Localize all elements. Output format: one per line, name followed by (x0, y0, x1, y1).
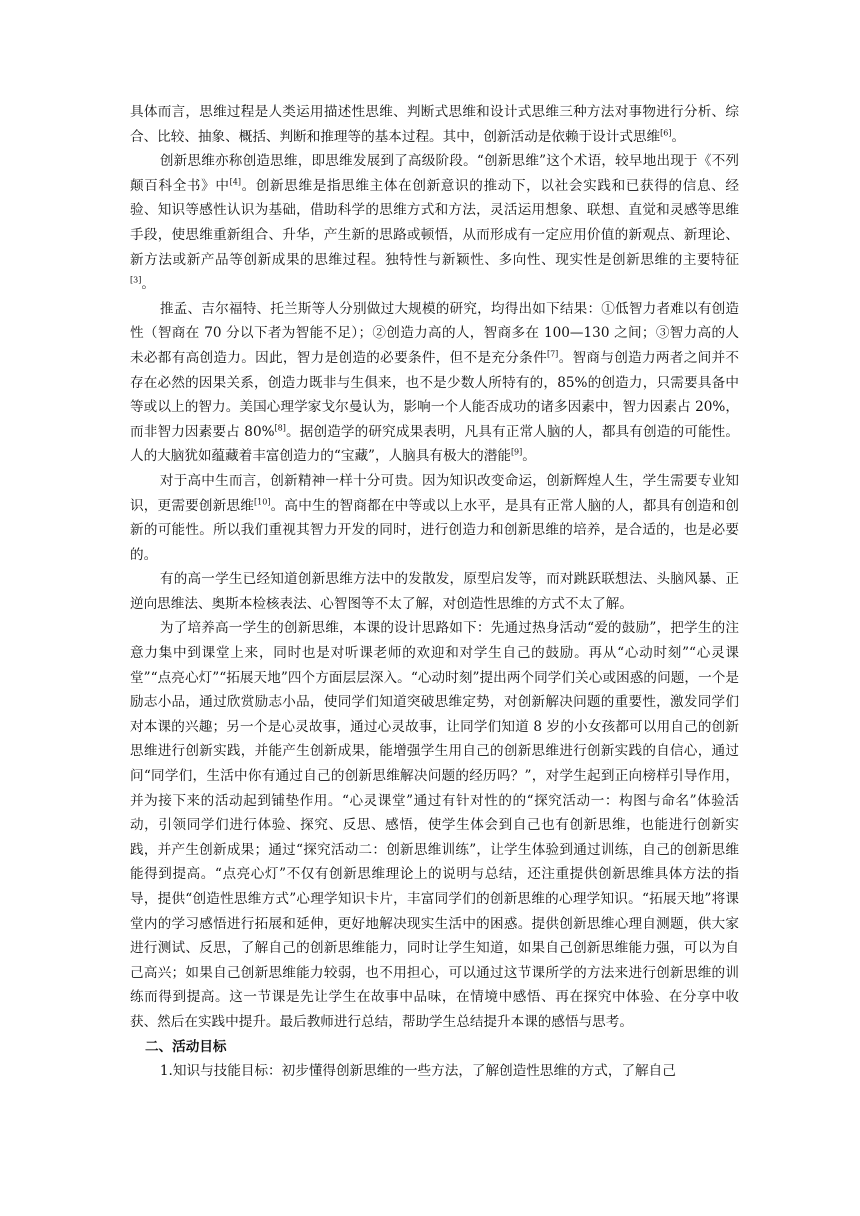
paragraph (130, 100, 739, 149)
document-body (130, 100, 739, 1084)
paragraph (130, 567, 739, 616)
goal-line: 1.知识与技能目标：初步懂得创新思维的一些方法，了解创造性思维的方式，了解自己 (159, 1063, 676, 1080)
paragraph-text: 推孟、吉尔福特、托兰斯等人分别做过大规模的研究，均得出如下结果：①低智力者难以有创造性（智商在 70 分以下者为智能不足）；②创造力高的人，智商多在 100—130 之间；③智力高的人未必都有高创造力。因此，智力是创造的必要条件，但不是充分条件 (130, 300, 739, 366)
paragraph-text: 。 (141, 276, 155, 293)
citation-ref: [6] (660, 128, 672, 138)
paragraph (130, 297, 739, 469)
citation-ref: [10] (254, 496, 271, 506)
paragraph (130, 616, 739, 1034)
citation-ref: [8] (274, 423, 286, 433)
paragraph-text: 有的高一学生已经知道创新思维方法中的发散发，原型启发等，而对跳跃联想法、头脑风暴、正逆向思维法、奥斯本检核表法、心智图等不太了解，对创造性思维的方式不太了解。 (130, 571, 739, 612)
paragraph-text: 。 (522, 448, 536, 465)
citation-ref: [7] (546, 349, 559, 359)
paragraph-text: 。智商与创造力两者之间并不存在必然的因果关系，创造力既非与生俱来，也不是少数人所特有的，85%的创造力，只需要具备中等或以上的智力。美国心理学家戈尔曼认为，影响一个人能否成功的诸多因素中，智力因素占 20%，而非智力因素要占 80% (130, 349, 739, 440)
section-heading: 二、活动目标 (144, 1038, 227, 1055)
paragraph-text: 具体而言，思维过程是人类运用描述性思维、判断式思维和设计式思维三种方法对事物进行分析、综合、比较、抽象、概括、判断和推理等的基本过程。其中，创新活动是依赖于设计式思维 (130, 104, 739, 145)
paragraph (130, 469, 739, 567)
citation-ref: [4] (229, 177, 241, 187)
paragraph (130, 149, 739, 297)
citation-ref: [9] (510, 447, 523, 457)
citation-ref: [3] (130, 275, 142, 285)
paragraph-text: 创新思维亦称创造思维，即思维发展到了高级阶段。“创新思维”这个术语，较早地出现于《不列颠百科全书》中 (130, 153, 739, 194)
paragraph-text: 。 (671, 128, 686, 145)
paragraph-text: 。创新思维是指思维主体在创新意识的推动下，以社会实践和已获得的信息、经验、知识等感性认识为基础，借助科学的思维方式和方法，灵活运用想象、联想、直觉和灵感等思维手段，使思维重新组合、升华，产生新的思路或顿悟，从而形成有一定应用价值的新观点、新理论、新方法或新产品等创新成果的思维过程。独特性与新颖性、多向性、现实性是创新思维的主要特征 (130, 177, 739, 268)
paragraph-text: 对于高中生而言，创新精神一样十分可贵。因为知识改变命运，创新辉煌人生，学生需要专业知识，更需要创新思维 (130, 472, 739, 514)
paragraph-text: 。据创造学的研究成果表明，凡具有正常人脑的人，都具有创造的可能性。人的大脑犹如蕴藏着丰富创造力的“宝藏”，人脑具有极大的潜能 (130, 423, 739, 465)
paragraph-text: 。高中生的智商都在中等或以上水平，是具有正常人脑的人，都具有创造和创新的可能性。所以我们重视其智力开发的同时，进行创造力和创新思维的培养，是合适的，也是必要的。 (130, 497, 740, 563)
paragraph-text: 为了培养高一学生的创新思维，本课的设计思路如下：先通过热身活动“爱的鼓励”，把学生的注意力集中到课堂上来，同时也是对听课老师的欢迎和对学生自己的鼓励。再从“心动时刻”“心灵课堂”“点亮心灯”“拓展天地”四个方面层层深入。“心动时刻”提出两个同学们关心或困惑的问题，一个是励志小品，通过欣赏励志小品，使同学们知道突破思维定势，对创新解决问题的重要性，激发同学们对本课的兴趣；另一个是心灵故事，通过心灵故事，让同学们知道 8 岁的小女孩都可以用自己的创新思维进行创新实践，并能产生创新成果，能增强学生用自己的创新思维进行创新实践的自信心，通过问“同学们，生活中你有通过自己的创新思维解决问题的经历吗？”，对学生起到正向榜样引导作用，并为接下来的活动起到铺垫作用。“心灵课堂”通过有针对性的的“探究活动一：构图与命名”体验活动，引领同学们进行体验、探究、反思、感悟，使学生体会到自己也有创新思维，也能进行创新实践，并产生创新成果；通过“探究活动二：创新思维训练”，让学生体验到通过训练，自己的创新思维能得到提高。“点亮心灯”不仅有创新思维理论上的说明与总结，还注重提供创新思维具体方法的指导，提供“创造性思维方式”心理学知识卡片，丰富同学们的创新思维的心理学知识。“拓展天地”将课堂内的学习感悟进行拓展和延伸，更好地解决现实生活中的困惑。提供创新思维心理自测题，供大家进行测试、反思，了解自己的创新思维能力，同时让学生知道，如果自己创新思维能力强，可以为自己高兴；如果自己创新思维能力较弱，也不用担心，可以通过这节课所学的方法来进行创新思维的训练而得到提高。这一节课是先让学生在故事中品味，在情境中感悟、再在探究中体验、在分享中收获、然后在实践中提升。最后教师进行总结，帮助学生总结提升本课的感悟与思考。 (130, 620, 739, 1030)
